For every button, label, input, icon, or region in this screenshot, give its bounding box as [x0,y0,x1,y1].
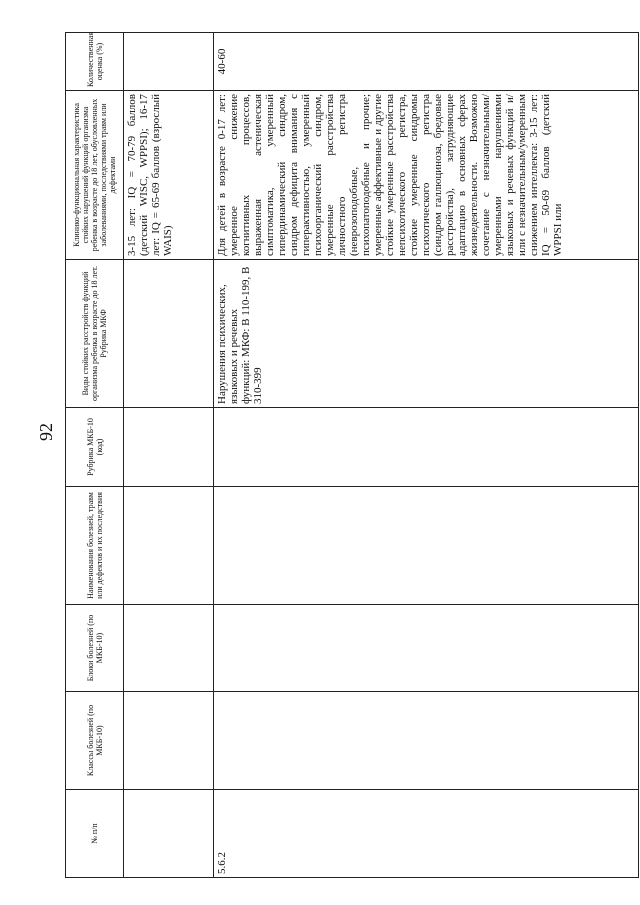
header-blocks: Блоки болезней (по МКБ-10) [66,605,124,692]
cont-types-cell [124,260,214,408]
cont-rubric-cell [124,408,214,487]
header-rubric: Рубрика МКБ-10 (код) [66,408,124,487]
header-types: Виды стойких расстройств функций организма ребенка в возрасте до 18 лет. Рубрика МКФ [66,260,124,408]
cont-blocks-cell [124,605,214,692]
row-classes-cell [214,692,639,790]
header-num: № п/п [66,790,124,878]
cont-num-cell [124,790,214,878]
continuation-row [124,33,214,878]
row-types-cell: Нарушения психических, языковых и речевых функций: МКФ: В 110-199, В 310-399 [214,260,639,408]
row-score-cell: 40-60 [214,33,639,91]
row-rubric-cell [214,408,639,487]
row-names-cell [214,487,639,605]
rotated-table-container [65,33,638,878]
row-num-cell: 5.6.2 [214,790,639,878]
disability-criteria-table [65,32,639,878]
header-row [66,33,124,878]
table-row [214,33,639,878]
cont-classes-cell [124,692,214,790]
page-number: 92 [36,423,56,441]
header-names: Наименования болезней, травм или дефектов и их последствия [66,487,124,605]
row-characteristic-cell: Для детей в возрасте 0-17 лет: умеренное снижение когнитивных процессов, выраженная астеническая симптоматика, умеренный гипердинамический синдром, синдром дефицита внимания с гиперактивностью, умеренный психоорганический синдром, умеренные расстройства личностного регистра (неврозоподобные, психопатоподобные и прочие; умеренные аффективные и другие стойкие умеренные расстройства непсихотического регистра, стойкие умеренные синдромы психотического регистра (синдром галлюциноза, бредовые расстройства), затрудняющие адаптацию в основных сферах жизнедеятельности. Возможно сочетание с незначительными/умеренными нарушениями языковых и речевых функций и/или с незначительным/умеренным снижением интеллекта: 3-15 лет: IQ = 50-69 баллов (детский WPPSI или [214,91,639,260]
cont-score-cell [124,33,214,91]
header-classes: Классы болезней (по МКБ-10) [66,692,124,790]
row-blocks-cell [214,605,639,692]
header-characteristic: Клинико-функциональная характеристика стойких нарушений функций организма ребенка в возрасте до 18 лет, обусловленных заболеваниями, последствиями травм или дефектами [66,91,124,260]
cont-characteristic-cell: 3-15 лет: IQ = 70-79 баллов (детский WISC, WPPSI); 16-17 лет: IQ = 65-69 баллов (взрослый WAIS) [124,91,214,260]
cont-names-cell [124,487,214,605]
header-score: Количественная оценка (%) [66,33,124,91]
